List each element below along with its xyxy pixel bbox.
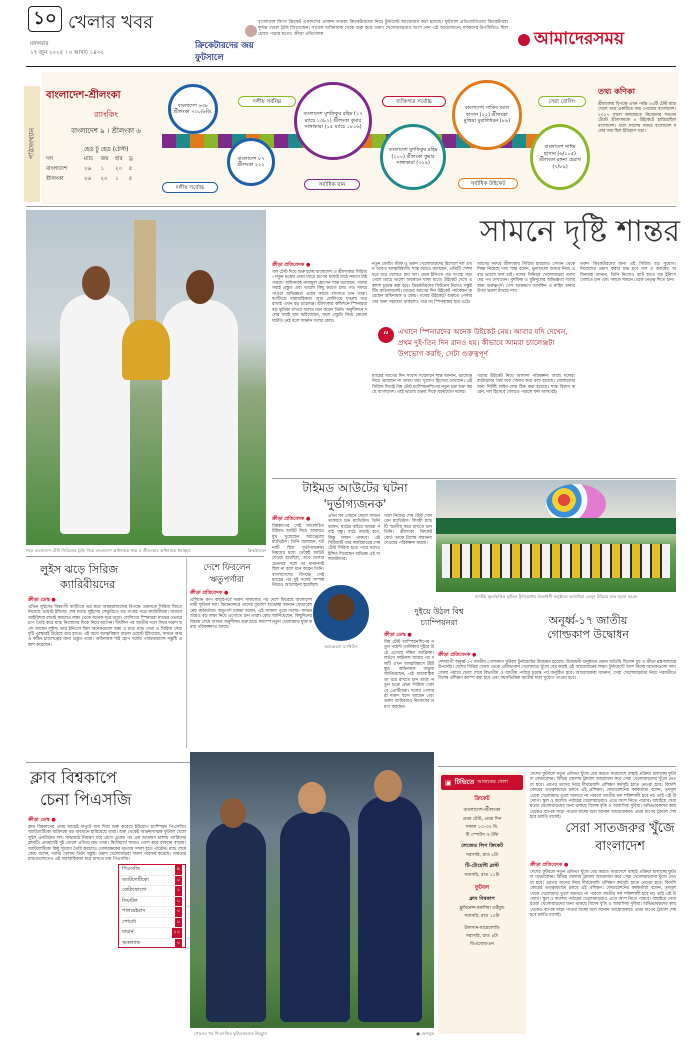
header-logo	[518, 24, 678, 56]
score-team: পালমেইরাস	[122, 908, 146, 914]
h2h-cell: শ্রীলংকা	[46, 176, 64, 182]
tv-item: সকাল ১০-৩০ মি.	[465, 825, 499, 830]
timed-text-1: বিশ্বকাপের সেই আলোচিত টাইমড আউট নিয়ে আবারও মুখ খুলেছেন অ্যাঞ্জেলো ম্যাথিউস। তিনি বলেছেন, ঘটনাটি ছিল দুর্ভাগ্যজনক। নিয়মের মধ্যে থেকেই আউট দেওয়া হয়েছিল, তবে খেলার চেতনার সঙ্গে তা মানানসই ছিল না বলে মনে করেন তিনি। বাংলাদেশের বিপক্ষে সেই ম্যাচের পর দুই দলের সম্পর্ক নিয়েও আলোচনা হয়েছিল।	[272, 524, 324, 589]
stat-circle-runs	[294, 82, 372, 160]
h2h-head-cell: ম্যাচ	[83, 156, 94, 162]
best7-text: দেশের ফুটবলে নতুন প্রতিভা খুঁজে বের করতে সারাদেশে বাছাই প্রক্রিয়া চালাচ্ছে ফুটবল ফেডারেশন। বিভিন্ন জেলায় ট্রায়াল আয়োজন করে সেরা খেলোয়াড়দের খুঁজে নেওয়া হবে। এরপর তাদের নিয়ে দীর্ঘমেয়াদি প্রশিক্ষণ কর্মসূচি হাতে নেওয়া হবে। বিদেশি কোচের তত্ত্বাবধানে চলবে এই প্রশিক্ষণ। ফেডারেশনের কর্মকর্তারা বলেন, তৃণমূল থেকে খেলোয়াড় তুলে আনতে না পারলে জাতীয় দল শক্তিশালী হবে না। তাই এই উদ্যোগ। স্কুল ও কলেজ পর্যায়ের খেলোয়াড়রাও এতে অংশ নিতে পারবে। বাছাইয়ে সেরা হওয়া খেলোয়াড়দের জন্য থাকছে বিশেষ বৃত্তি ও আবাসিক সুবিধা। অভিভাবকদের কাছ থেকেও ব্যাপক সাড়া পাওয়া যাচ্ছে বলে জানান আয়োজকরা। প্রথম ধাপের ট্রায়াল শেষ হবে চলতি মাসেই।	[530, 870, 676, 919]
home-headline-2: ঋতুপর্ণারা	[210, 575, 244, 585]
stat-circle-text: বাংলাদেশ ৮৭ শ্রীলংকা ২২২	[237, 155, 265, 168]
h2h-label: হেড টু হেড (টেস্ট)	[83, 146, 129, 153]
logo-text: আমাদেরসময়	[534, 29, 624, 49]
ranking-label: র‍্যাংকিং	[94, 110, 118, 119]
player-left-head	[82, 266, 110, 300]
club-player-3	[358, 796, 422, 1022]
mathews-photo	[312, 584, 370, 642]
best7-headline-1: সেরা সাতজরুর খুঁজে	[565, 821, 675, 836]
home-divider	[186, 558, 187, 748]
page-number: ১০	[33, 7, 57, 29]
player-right-head	[186, 270, 214, 304]
player-left-shape	[60, 294, 130, 534]
day-label: মঙ্গলবার	[30, 41, 49, 47]
score-team: পোর্তো	[122, 918, 137, 925]
lead-col-2: নতুন কোচিং স্টাফ ও তরুণ খেলোয়াড়দের মিশেলে দল এখন আরও আত্মবিশ্বাসী। শান্ত আরও বলেছেন, প্রতিটি সেশন ধরে ধরে খেলতে চায় দল। প্রথম ইনিংসে বড় সংগ্রহ গড়া গেলে ম্যাচে ভালো অবস্থানে থাকা যাবে। উইকেট দেখে একাদশ চূড়ান্ত করা হবে। ক্রিকেটারদের ফিটনেস নিয়েও সন্তুষ্ট টিম ম্যানেজমেন্ট। ম্যাচের আগের দিন উইকেট পর্যবেক্ষণ করেছেন অধিনায়ক ও কোচ। গলের উইকেটে শুরুতে পেসারদের জন্য সহায়তা থাকলেও পরে তা স্পিনবান্ধব হয়ে ওঠে।	[372, 262, 472, 305]
best7-headline-2: বাংলাদেশ	[595, 839, 645, 854]
h2h-row	[46, 176, 136, 184]
player-right-shape	[162, 300, 238, 536]
club-headline-2: চেনা পিএসজি	[40, 790, 132, 809]
section-title: খেলার খবর	[68, 12, 154, 33]
home-byline: ক্রীড়া প্রতিবেদক ●	[190, 590, 229, 596]
score-value: ১০	[172, 928, 183, 938]
stat-circle-text: বাংলাদেশ মুশফিকুর রহিম (২০০) শ্রীলংকা কুমার সাঙ্গাকারা (৩১৯)	[388, 147, 438, 167]
header-promo-photo	[245, 25, 257, 37]
lead-photo-credit: ক্রিকইনফো	[247, 548, 266, 553]
h2h-head-cell: হার	[115, 156, 123, 162]
club-byline: ক্রীড়া ডেস্ক ●	[28, 817, 56, 823]
score-value: ৪	[175, 865, 182, 875]
lead-headline: সামনে দৃষ্টি শান্তর	[479, 214, 680, 249]
lewis-byline: ক্রীড়া ডেস্ক ●	[28, 597, 56, 603]
shield-headline-2: চ্যাম্পিয়নরা	[420, 618, 458, 627]
h2h-cell: বাংলাদেশ	[46, 166, 68, 172]
facts-text: শ্রীলংকার বিপক্ষে এখন পর্যন্ত ২৬টি টেস্ট ম্যাচ খেলে মাত্র একটিতে জয় পেয়েছে বাংলাদেশ। ২০১৭ সালে কলম্বোতে নিজেদের শততম টেস্টে শ্রীলংকাকে ৪ উইকেটে হারিয়েছিল বাংলাদেশ। গলে সবশেষ সফরে বাংলাদেশ দলের জয় ছিল ইতিহাস গড়া।	[598, 102, 676, 135]
tv-item: টি-টোয়েন্টি ব্লাস্ট	[465, 863, 499, 869]
stat-circle-highest	[168, 84, 218, 134]
lewis-headline-1: লুইস ঝড়ে সিরিজ	[40, 563, 119, 576]
tag-team-highest: দলীয় সর্বোচ্চ	[162, 182, 218, 193]
h2h-head-cell: ড্র	[128, 156, 133, 162]
lewis-text: এভিন লুইসের বিধ্বংসী ব্যাটিংয়ে ভর করে আয়ারল্যান্ডের বিপক্ষে ওয়ানডে সিরিজ জিতে নিয়েছে ওয়েস্ট ইন্ডিজ। শেষ ম্যাচে লুইসের সেঞ্চুরিতে বড় সংগ্রহ গড়ে ক্যারিবীয়রা। জবাবে আইরিশরা লড়াই করলেও লক্ষ্য থেকে অনেক দূরে থামে। বোলিংয়ে স্পিনাররা মাঝের ওভারে চাপ তৈরি করে ম্যাচ নিজেদের দিকে নিয়ে আসেন। দীর্ঘদিন পর জাতীয় দলে ফিরে দারুণ ছন্দে আছেন লুইস। তার ইনিংসে ছিল অনেকগুলো ছক্কা ও চার। ম্যাচ সেরা ও সিরিজ সেরা দুটি পুরস্কারই উঠেছে তার হাতে। এই জয়ে আত্মবিশ্বাস বাড়ল ওয়েস্ট ইন্ডিজের, সামনে আরও কঠিন চ্যালেঞ্জের জন্য প্রস্তুত তারা। অধিনায়ক শাই হোপ দলের পারফরম্যান্সে সন্তুষ্টি প্রকাশ করেছেন।	[28, 605, 182, 648]
lead-photo	[26, 210, 266, 545]
club-photo-caption: গোলের পর পিএসজির ফুটবলারদের উচ্ছ্বাস	[194, 1031, 268, 1036]
stats-title-block	[46, 88, 166, 155]
score-team: পিএসজি	[122, 866, 140, 872]
score-team: বোটাফোগো	[122, 887, 147, 893]
lead-quote: এখানে স্পিনারদের অনেক উইকেট নেয়। আবার যদি দেখেন, প্রথম দুই-তিন দিন রানও হয়। কীভাবে আমরা চ্যালেঞ্জটা উপভোগ করছি, সেটা গুরুত্বপূর্ণ	[398, 327, 568, 358]
logo-mark-icon	[518, 34, 530, 46]
stats-ribbon	[162, 134, 582, 148]
timed-headline-2: 'দুর্ভাগ্যজনক'	[323, 497, 387, 511]
timed-text-2: এখন সব পেছনে ফেলে সামনে তাকাতে চান ম্যাথিউস। তিনি বলেন, মাঠের বাইরে আমরা সবাই বন্ধু। মাঠে লড়াই হবে, কিন্তু সম্মান থাকবে। এই সিরিজটি তার ক্যারিয়ারের শেষ টেস্ট সিরিজ হতে পারে বলেও ইঙ্গিত দিয়েছেন অভিজ্ঞ এই অলরাউন্ডার।	[328, 514, 380, 563]
h2h-head-cell: দল	[46, 156, 53, 162]
club-score-row	[119, 897, 185, 908]
tag-most-wickets: সর্বাধিক উইকেট	[458, 178, 518, 189]
home-text: এশিয়ান কাপ বাছাইপর্বে দারুণ সাফল্যের পর দেশে ফিরেছে বাংলাদেশ নারী ফুটবল দল। বিমানবন্দরে তাদের ফুলেল শুভেচ্ছা জানান ফেডারেশনের কর্মকর্তারা। ঋতুপর্ণা চাকমা বলেন, এই সাফল্য পুরো দলের। সামনে আরও বড় লক্ষ্য নিয়ে এগোতে চান তারা। কোচ জানিয়েছেন, কিছুদিনের বিশ্রাম শেষে আবার অনুশীলন শুরু হবে। ক্যাম্পে নতুন খেলোয়াড় যুক্ত করার পরিকল্পনাও আছে।	[190, 598, 312, 631]
u17-headline-1: অনূর্ধ্ব-১৭ জাতীয়	[548, 614, 628, 627]
tv-item: বাংলাদেশ-শ্রীলংকা	[463, 807, 501, 813]
tv-schedule-header	[441, 775, 523, 790]
tag-team-lowest: দলীয় সর্বনিম্ন	[238, 96, 296, 107]
stage-banner	[436, 518, 676, 534]
score-value: ১	[175, 886, 182, 896]
club-score-row	[119, 876, 185, 887]
tv-item: ডিএজেডএন	[470, 942, 494, 947]
u17-text: দেশব্যাপী অনূর্ধ্ব-১৭ জাতীয় গোল্ডকাপ ফুটবল টুর্নামেন্টের উদ্বোধন হয়েছে। উদ্বোধনী অনুষ্ঠানে প্রধান অতিথি ছিলেন যুব ও ক্রীড়া মন্ত্রণালয়ের উপদেষ্টা। দেশের বিভিন্ন জেলা থেকে প্রতিভাবান খেলোয়াড় খুঁজে বের করাই এই আয়োজনের লক্ষ্য। টুর্নামেন্টে অংশ নিচ্ছে অনেকগুলো দল। জেলা পর্যায়ে খেলা শেষে বিভাগীয় ও জাতীয় পর্যায়ে চূড়ান্ত পর্ব অনুষ্ঠিত হবে। আয়োজকরা জানান, সেরা খেলোয়াড়দের নিয়ে পরবর্তীতে বিশেষ প্রশিক্ষণ ক্যাম্প করা হবে এবং বয়সভিত্তিক জাতীয় দলে সুযোগ দেওয়া হবে।	[438, 660, 676, 682]
tv-icon: ▣	[445, 778, 452, 787]
score-team: অ্যাটলেটিকো	[122, 876, 149, 883]
stat-circle-bowling	[530, 124, 590, 190]
facts-title: তথ্য কণিকা	[598, 87, 635, 96]
h2h-cell: ২০	[100, 176, 108, 182]
tag-best-bowling: সেরা বোলিং	[538, 96, 586, 107]
tv-schedule-title: টিভিতে	[454, 778, 475, 786]
stat-circle-lowest	[227, 138, 275, 186]
trophy-shape	[122, 320, 170, 380]
tv-item: সরাসরি, রাত ১১টা	[464, 873, 500, 878]
lead-byline: ক্রীড়া প্রতিবেদক ●	[272, 262, 311, 268]
stat-circle-text: বাংলাদেশ নাঈম হাসান (৬/১০৫) শ্রীলংকা রঙ্গনা হেরাথ (৭/৮৯)	[539, 144, 581, 170]
shield-text: বিশ্ব টেস্ট চ্যাম্পিয়নশিপের নতুন পয়েন্ট তালিকায় দুইয়ে উঠে এসেছে দক্ষিণ আফ্রিকা। লর্ডসে ফাইনাল জয়ের পর দলটি এখন আত্মবিশ্বাসে টইটম্বুর। অধিনায়ক বাভুমা জানিয়েছেন, এই ধারাবাহিকতা ধরে রাখতে চান তারা। নতুন চক্রে প্রথম সিরিজ খেলবে প্রোটিয়ারা। দলের পেসাররা দারুণ ছন্দে আছেন এবং তরুণ ব্যাটাররাও নিজেদের প্রমাণ করছেন।	[384, 640, 434, 710]
page-number-badge	[28, 6, 62, 32]
score-value: ০	[175, 876, 182, 886]
u17-headline-2: গোল্ডকাপ উদ্বোধন	[547, 628, 629, 641]
timed-divider	[272, 478, 676, 479]
mathews-caption: অ্যাঞ্জেলো ম্যাথিউস	[324, 644, 358, 649]
facts-box	[598, 86, 676, 200]
club-photo-credit: ● ফেসবুক	[416, 1031, 434, 1036]
clock-tower-shape	[134, 220, 156, 330]
date-label: ১৭ জুন ২০২৫ । ৩ আষাঢ় ১৪৩২	[30, 50, 105, 56]
club-score-row	[119, 865, 185, 876]
score-value: ০	[175, 918, 182, 928]
tag-most-runs: সর্বাধিক রান	[304, 179, 360, 190]
ranking-value: বাংলাদেশ ৯ । শ্রীলংকা ৬	[71, 127, 141, 135]
tv-item: সরাসরি, রাত ৪টা	[465, 934, 499, 939]
tv-schedule-box	[438, 772, 526, 1034]
event-photo-caption: জাতীয় স্কুলভিত্তিক ফুটবল টুর্নামেন্টের উদ্বোধনী অনুষ্ঠানে অতিথিরা বেলুন উড়িয়ে শুভ সূচনা করেন	[474, 594, 638, 599]
club-score-row	[119, 886, 185, 897]
lewis-divider	[26, 556, 264, 557]
club-score-row	[119, 939, 185, 949]
stat-circle-wickets	[452, 80, 522, 150]
stats-side-text: পরিসংখ্যান	[28, 128, 36, 160]
stats-title: বাংলাদেশ-শ্রীলংকা	[46, 90, 121, 101]
best7-divider	[438, 766, 676, 767]
club-headline-1: ক্লাব বিশ্বকাপে	[30, 768, 117, 787]
club-score-row	[119, 918, 185, 929]
stat-circle-text: বাংলাদেশ সাকিব আল হাসান (২২) শ্রীলংকা মুত্তিয়া মুরালিধরন (৮৯)	[463, 105, 511, 125]
tv-item: ক্রিকেট	[474, 796, 490, 802]
tv-item: ফুটবল	[474, 885, 490, 891]
shield-byline: ক্রীড়া ডেস্ক ●	[384, 632, 412, 638]
club-photo	[190, 752, 434, 1028]
tv-item: সরাসরি, রাত ১০টা	[464, 914, 500, 919]
best7-byline: ক্রীড়া প্রতিবেদক ●	[530, 862, 569, 868]
lead-col-1: গল টেস্ট দিয়ে শুরু হচ্ছে বাংলাদেশ ও শ্রীলংকার সিরিজ। নতুন চক্রের প্রথম ম্যাচে চাপের মধ্যেই মাঠে নামবে টাইগাররা। অধিনায়ক নাজমুল হোসেন শান্ত বলেছেন, দলের সবাই প্রস্তুত এবং ভালো কিছু করতে চায়। গত সফরে পাওয়া অভিজ্ঞতা এবার কাজে লাগাতে চান তারা। ব্যাটিংয়ে ধারাবাহিকতা আর বোলিংয়ে শৃঙ্খলা ধরে রাখাই এখন বড় চ্যালেঞ্জ। শ্রীলংকার কন্ডিশনে স্পিনাররা বড় ভূমিকা রাখবে বলেও মনে করেন তিনি। অনুশীলনে দলের সবাই ঘাম ঝরিয়েছেন, ফলে প্রস্তুতি নিয়ে কোনো ঘাটতি নেই বলে জানান দলের কোচ।	[272, 270, 367, 324]
tv-item: সরাসরি, রাত ৮টা	[465, 853, 499, 858]
header-promo-text: বাংলাদেশ কিংস ক্রিকেট একাদশের প্রাক্তন তারকা ক্রিকেটারদের নিয়ে টুর্নামেন্ট আয়োজন করা হয়েছে। ফুটসাল প্রতিযোগিতায় ক্রিকেটাররা দুর্দান্ত খেলে ট্রফি জিতেছেন। সাবেক অধিনায়ক থেকে শুরু করে তরুণ খেলোয়াড়রাও অংশ নেন এই আয়োজনে। দর্শকদের উপস্থিতিও ছিল চোখে পড়ার মতো। ক্রীড়া প্রতিবেদক	[258, 20, 508, 37]
tv-item: ফ্লুমিনেন্স-বরুশিয়া ডর্টমুন্ড	[459, 906, 505, 911]
stat-circle-individual	[380, 124, 446, 190]
club-scorebox	[118, 864, 186, 948]
crowd-row	[442, 544, 670, 578]
shield-headline-1: দুইয়ে উঠল বিশ্ব	[414, 607, 464, 616]
score-value: ০	[175, 939, 182, 949]
tv-schedule-title-2: আজকের খেলা	[477, 778, 508, 785]
quote-mark-icon: “	[378, 327, 394, 343]
lead-col-5: গলের উইকেট নিয়ে আলাদা পরিকল্পনা আছে দলের। ব্যাটারদের ধৈর্য ধরে খেলার কথা বলা হয়েছে। বোলারদের জন্য নির্দিষ্ট লাইন-লেন্থ ঠিক করা হয়েছে। শান্ত বিশ্বাস করেন, দল হিসেবে খেলতে পারলে ফল আসবেই।	[477, 374, 575, 396]
club-text: ক্লাব বিশ্বকাপের প্রথম ম্যাচেই দাপুটে জয় দিয়ে শুরু করেছে ইউরোপ চ্যাম্পিয়ন পিএসজি। অ্যাটলেটিকো মাদ্রিদকে বড় ব্যবধানে হারিয়েছে তারা। শুরু থেকেই আক্রমণাত্মক ফুটবল খেলে লুইস এনরিকের দল। মাঝমাঠে নিয়ন্ত্রণ ধরে রেখে একের পর এক আক্রমণ চালায় প্যারিসের ক্লাবটি। প্রথমার্ধেই দুই গোলে এগিয়ে যায় তারা। দ্বিতীয়ার্ধে আরও গোল করে ব্যবধান বাড়ায়। অ্যাটলেটিকো কিছু সুযোগ তৈরি করলেও গোলরক্ষকের দৃঢ়তায় সফল হতে পারেনি। ম্যাচ শেষে কোচ বলেন, দলের খেলায় তিনি সন্তুষ্ট। তরুণ খেলোয়াড়রা দারুণ পারফর্ম করেছে। সামনের ম্যাচগুলোতেও এই ধারাবাহিকতা ধরে রাখতে চায় পিএসজি।	[28, 825, 186, 863]
stats-panel	[42, 72, 678, 204]
club-player-1-head	[220, 798, 246, 828]
club-player-1	[206, 822, 266, 1022]
h2h-cell: ১	[100, 166, 105, 172]
tv-item: টি স্পোর্টস ও টফি	[465, 833, 499, 838]
stats-side-label	[24, 86, 40, 202]
club-score-row	[119, 907, 185, 918]
stat-circle-text: বাংলাদেশ মুশফিকুর রহিম (১৭ ম্যাচে ১৩৮২) শ্রীলংকা কুমার সাঙ্গাকারা (১৫ ম্যাচে ১৮১৬)	[303, 111, 363, 131]
lead-col-3: আগের সফরে শ্রীলংকায় সিরিজ হারলেও সেখান থেকে শিক্ষা নিয়েছে দল। শান্ত বলেন, ভুলগুলো শুধরে নিয়ে এবার ভালো ফল চাই। দলের সিনিয়র খেলোয়াড়রা তরুণদের পথ দেখাবেন। মুশফিক ও মুমিনুলের অভিজ্ঞতা দলের জন্য গুরুত্বপূর্ণ। পেস আক্রমণে তাসকিন ও নাহিদ রানার উপর ভরসা রাখছে দল।	[477, 262, 575, 295]
score-value: ০	[175, 897, 182, 907]
tv-item: লেজেন্ড লিগ ক্রিকেট	[461, 843, 503, 849]
tv-item: প্রথম টেস্ট, প্রথম দিন	[462, 817, 502, 822]
header-promo-title: ক্রিকেটারদের জয় ফুটসালে	[195, 41, 254, 63]
score-value: ০	[175, 907, 182, 917]
lead-col-4: ম্যাচের আগের দিন সংবাদ সম্মেলনে শান্ত জানান, চ্যালেঞ্জ নিয়ে ভাবছেন না তারা। বরং সুযোগ হিসেবে দেখছেন। এই সিরিজ দিয়েই বিশ্ব টেস্ট চ্যাম্পিয়নশিপের নতুন চক্র শুরু করছে বাংলাদেশ। তাই ভালো শুরুর দিকে মনোযোগ দলের।	[372, 374, 472, 396]
h2h-cell: ১	[115, 176, 119, 182]
stats-divider	[26, 206, 676, 207]
u17-byline: ক্রীড়া প্রতিবেদক ●	[438, 652, 477, 658]
lewis-headline-2: ক্যারিবীয়দের	[60, 578, 116, 591]
club-player-2	[280, 812, 350, 1022]
score-team: অকল্যান্ড	[122, 939, 141, 946]
tv-item: ক্লাব বিশ্বকাপ	[469, 896, 495, 902]
club-player-3-head	[374, 770, 402, 802]
score-team: সিয়াটল	[122, 897, 138, 904]
tag-individual-best: ব্যক্তিগত সর্বোচ্চ	[382, 96, 446, 107]
h2h-cell: ২০	[115, 166, 123, 172]
h2h-cell: ৫	[128, 176, 133, 182]
event-photo	[436, 480, 676, 592]
score-team: বায়ার্ন	[122, 929, 134, 935]
h2h-cell: ২৬	[83, 176, 92, 182]
tv-item: উলসান-মামেলোডি	[464, 926, 500, 931]
timed-headline-1: টাইমড আউটের ঘটনা	[302, 481, 408, 495]
best7-text-top: দেশের ফুটবলে নতুন প্রতিভা খুঁজে বের করতে সারাদেশে বাছাই প্রক্রিয়া চালাচ্ছে ফুটবল ফেডারেশন। বিভিন্ন জেলায় ট্রায়াল আয়োজন করে সেরা খেলোয়াড়দের খুঁজে নেওয়া হবে। এরপর তাদের নিয়ে দীর্ঘমেয়াদি প্রশিক্ষণ কর্মসূচি হাতে নেওয়া হবে। বিদেশি কোচের তত্ত্বাবধানে চলবে এই প্রশিক্ষণ। ফেডারেশনের কর্মকর্তারা বলেন, তৃণমূল থেকে খেলোয়াড় তুলে আনতে না পারলে জাতীয় দল শক্তিশালী হবে না। তাই এই উদ্যোগ। স্কুল ও কলেজ পর্যায়ের খেলোয়াড়রাও এতে অংশ নিতে পারবে। বাছাইয়ে সেরা হওয়া খেলোয়াড়দের জন্য থাকছে বিশেষ বৃত্তি ও আবাসিক সুবিধা। অভিভাবকদের কাছ থেকেও ব্যাপক সাড়া পাওয়া যাচ্ছে বলে জানান আয়োজকরা। প্রথম ধাপের ট্রায়াল শেষ হবে চলতি মাসেই।	[530, 772, 676, 821]
h2h-head-cell: জয়	[100, 156, 109, 162]
timed-text-3: গলে নিজের শেষ টেস্ট খেলবেন ম্যাথিউস। বিদায়ী ম্যাচটি স্মরণীয় করে রাখতে চান তিনি। শ্রীলংকা ক্রিকেট বোর্ড তাকে বিশেষ সম্মাননা দেওয়ার পরিকল্পনা করছে।	[384, 514, 432, 547]
h2h-cell: ২৬	[83, 166, 92, 172]
timed-byline: ক্রীড়া প্রতিবেদক ●	[272, 516, 311, 522]
lead-col-6: তরুণ ক্রিকেটারদের জন্য এই সিরিজ বড় সুযোগ। নিজেদের প্রমাণ করার মঞ্চ হবে গল ও কলম্বো। অধিনায়ক জানান, তিনি নিজেও ব্যাট হাতে বড় ইনিংস খেলতে চান এবং দলকে সামনে থেকে নেতৃত্ব দিতে চান।	[580, 262, 676, 284]
stat-circle-text: বাংলাদেশ ৬৩৮ শ্রীলংকা ৭৩০/৬ডি.	[173, 102, 213, 115]
club-score-row	[119, 928, 185, 939]
h2h-table	[46, 156, 136, 184]
lead-photo-caption: গলে বাংলাদেশ টেস্ট সিরিজের ট্রফি নিয়ে বাংলাদেশ অধিনায়ক শান্ত ও শ্রীলংকার অধিনায়ক ধনাঞ্জয়া	[26, 548, 191, 553]
header-divider	[26, 66, 676, 67]
home-headline-1: দেশে ফিরলেন	[203, 563, 251, 573]
club-player-2-head	[298, 782, 326, 814]
h2h-cell: ৫	[128, 166, 133, 172]
h2h-row	[46, 164, 136, 176]
h2h-table-head	[46, 156, 136, 164]
